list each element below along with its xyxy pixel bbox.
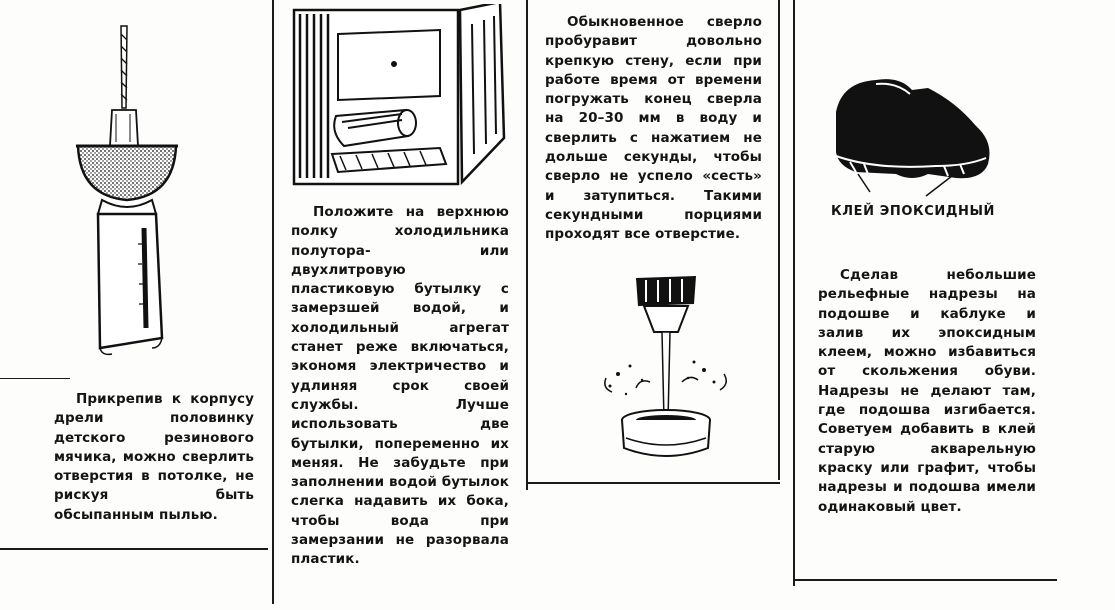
tip-drill-water-text: Обыкновенное сверло пробуравит довольно крепкую стену, если при работе время от времени погружать конец сверла на 20–30 мм в воду и сверлить с нажатием не дольше секунды, чтобы сверло не успело «сесть» и затупиться. Такими секундными порциями проходят все отверстие. (545, 14, 762, 243)
epoxy-glue-label: КЛЕЙ ЭПОКСИДНЫЙ (831, 204, 996, 219)
box-bottom-rule-1 (0, 548, 268, 550)
drill-water-illustration (596, 270, 736, 470)
column-rule-3 (778, 0, 780, 480)
rubber-ball-half (78, 146, 176, 200)
column-rule-2 (526, 0, 528, 490)
water-can (622, 420, 710, 456)
tip-drill-ball-text: Прикрепив к корпусу дрели половинку детского резинового мячика, можно сверлить отверстия в потолке, не рискуя быть обсыпанным пылью. (54, 391, 254, 523)
tip-shoe-epoxy (818, 266, 1036, 517)
drill-illustration (72, 18, 202, 368)
tip-fridge-bottle (291, 203, 509, 570)
drill-body (98, 214, 162, 348)
column-rule-4 (793, 0, 795, 586)
tip-drill-water (545, 13, 762, 245)
box-bottom-rule-4 (795, 579, 1057, 581)
tip-fridge-bottle-text: Положите на верхнюю полку холодильника полутора- или двухлитровую пластиковую бутылку с замерзшей водой, и холодильный агрегат станет реже включаться, экономя электричество и удлиняя срок своей службы. Лучше использовать две бутылки, попеременно их меняя. Не забудьте при заполнении водой бутылок слегка надавить их бока, чтобы вода при замерзании не разорвала пластик. (291, 204, 510, 568)
column-rule-1 (272, 0, 274, 604)
shoe-illustration (816, 62, 996, 202)
drill-bit (662, 332, 670, 420)
page-left-rule (0, 378, 70, 379)
fridge-door (460, 4, 504, 182)
drill-chuck (110, 110, 138, 146)
tip-drill-ball (54, 390, 254, 525)
tip-shoe-epoxy-text: Сделав небольшие рельефные надрезы на подошве и каблуке и залив их эпоксидным клеем, можно избавиться от скольжения обуви. Надрезы не делают там, где подошва изгибается. Советуем добавить в клей старую акварельную краску или графит, чтобы надрезы и подошва имели одинаковый цвет. (818, 267, 1036, 515)
fridge-illustration (290, 4, 510, 194)
box-bottom-rule-3 (528, 482, 780, 484)
